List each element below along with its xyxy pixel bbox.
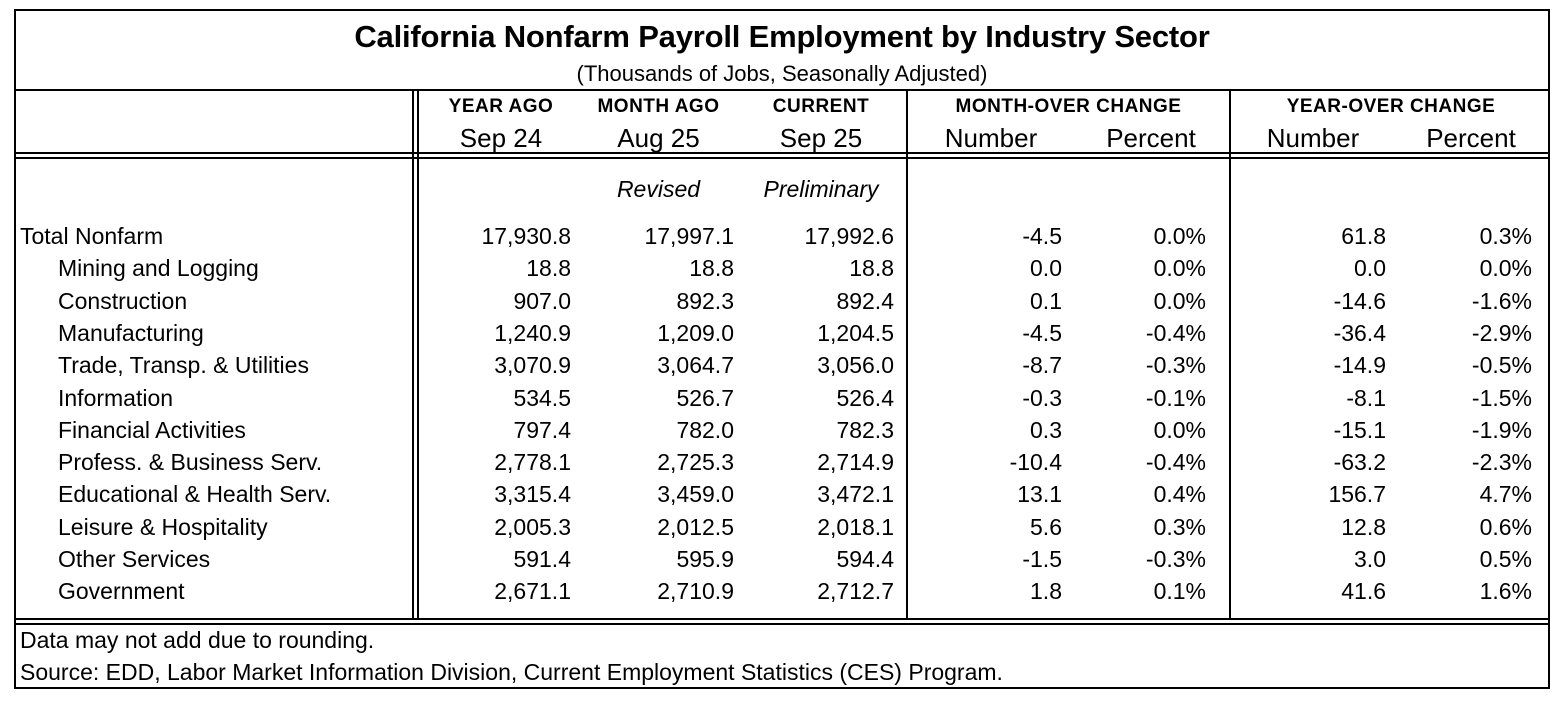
cell-current: 892.4 <box>836 287 894 314</box>
cell-yo-number: -15.1 <box>1333 416 1386 443</box>
row-label: Financial Activities <box>58 416 246 443</box>
cell-current: 594.4 <box>836 546 894 572</box>
employment-table <box>14 9 1550 689</box>
cell-yo-number: 156.7 <box>1328 481 1386 508</box>
cell-year-ago: 534.5 <box>513 384 571 411</box>
cell-yo-number: -63.2 <box>1333 449 1386 476</box>
cell-mo-percent: -0.1% <box>1145 384 1206 411</box>
cell-yo-percent: -1.6% <box>1471 287 1532 314</box>
cell-yo-percent: -1.9% <box>1471 416 1532 443</box>
cell-current: 2,712.7 <box>817 578 894 605</box>
table-row <box>16 255 1548 287</box>
table-row <box>16 449 1548 481</box>
cell-yo-percent: 0.3% <box>1479 223 1532 249</box>
header-mo-number: Number <box>944 123 1038 153</box>
cell-month-ago: 3,064.7 <box>657 352 734 379</box>
cell-mo-percent: 0.0% <box>1153 287 1206 314</box>
row-label: Construction <box>58 287 188 314</box>
cell-yo-percent: -2.9% <box>1471 319 1532 346</box>
cell-yo-number: -8.1 <box>1346 384 1386 411</box>
header-year-over-change: YEAR-OVER CHANGE <box>1286 96 1496 117</box>
header-month-ago: MONTH AGO <box>597 96 720 117</box>
cell-mo-number: -4.5 <box>1022 319 1062 346</box>
header-month-over-change: MONTH-OVER CHANGE <box>955 96 1182 117</box>
cell-yo-percent: 0.0% <box>1479 255 1532 282</box>
table-row <box>16 481 1548 513</box>
note-revised: Revised <box>616 176 701 202</box>
cell-current: 3,472.1 <box>817 481 894 508</box>
table-row <box>16 417 1548 449</box>
row-label: Leisure & Hospitality <box>58 513 268 540</box>
table-row <box>16 320 1548 352</box>
cell-year-ago: 2,671.1 <box>494 578 571 605</box>
cell-mo-percent: -0.4% <box>1145 449 1206 476</box>
cell-yo-number: -14.6 <box>1333 287 1386 314</box>
header-current: CURRENT <box>772 96 870 117</box>
table-subtitle: (Thousands of Jobs, Seasonally Adjusted) <box>576 61 988 86</box>
header-year-ago: YEAR AGO <box>448 96 554 117</box>
table-row <box>16 578 1548 610</box>
row-label: Total Nonfarm <box>20 223 164 249</box>
header-yo-number: Number <box>1266 123 1360 153</box>
table-row <box>16 352 1548 384</box>
row-label: Government <box>58 578 185 605</box>
cell-yo-number: 12.8 <box>1341 513 1386 540</box>
cell-current: 526.4 <box>836 384 894 411</box>
footer-source: Source: EDD, Labor Market Information Division, Current Employment Statistics (CES) Program. <box>20 659 1003 685</box>
cell-month-ago: 782.0 <box>676 416 734 443</box>
cell-mo-percent: -0.3% <box>1145 352 1206 379</box>
cell-mo-number: -4.5 <box>1022 223 1062 249</box>
cell-month-ago: 2,710.9 <box>657 578 734 605</box>
cell-current: 782.3 <box>836 416 894 443</box>
cell-yo-percent: 1.6% <box>1479 578 1532 605</box>
row-label: Mining and Logging <box>58 255 259 282</box>
cell-mo-number: -8.7 <box>1022 352 1062 379</box>
cell-yo-number: -14.9 <box>1333 352 1386 379</box>
cell-mo-number: -1.5 <box>1022 546 1062 572</box>
cell-yo-percent: -0.5% <box>1471 352 1532 379</box>
header-month-ago-date: Aug 25 <box>617 123 700 153</box>
cell-yo-number: 61.8 <box>1341 223 1386 249</box>
cell-year-ago: 797.4 <box>513 416 571 443</box>
cell-year-ago: 3,070.9 <box>494 352 571 379</box>
cell-mo-percent: 0.0% <box>1153 416 1206 443</box>
rule-under-title <box>16 89 1548 91</box>
cell-mo-number: 0.3 <box>1030 416 1062 443</box>
header-current-date: Sep 25 <box>779 123 863 153</box>
row-label: Trade, Transp. & Utilities <box>58 352 309 379</box>
cell-month-ago: 595.9 <box>676 546 734 572</box>
cell-year-ago: 591.4 <box>513 546 571 572</box>
rule-above-footer <box>16 618 1548 625</box>
cell-yo-number: 3.0 <box>1354 546 1386 572</box>
table-title: California Nonfarm Payroll Employment by Industry Sector <box>354 19 1210 54</box>
cell-mo-percent: 0.4% <box>1153 481 1206 508</box>
cell-month-ago: 892.3 <box>676 287 734 314</box>
cell-current: 1,204.5 <box>817 319 894 346</box>
cell-yo-percent: -2.3% <box>1471 449 1532 476</box>
cell-month-ago: 2,725.3 <box>657 449 734 476</box>
cell-year-ago: 2,005.3 <box>494 513 571 540</box>
table-row <box>16 223 1548 255</box>
footer-rounding-note: Data may not add due to rounding. <box>20 627 375 653</box>
cell-yo-number: 0.0 <box>1354 255 1386 282</box>
row-label: Information <box>58 384 174 411</box>
table-row <box>16 514 1548 546</box>
cell-mo-number: 1.8 <box>1030 578 1062 605</box>
note-preliminary: Preliminary <box>763 176 879 202</box>
cell-current: 17,992.6 <box>804 223 894 249</box>
cell-year-ago: 2,778.1 <box>494 449 571 476</box>
cell-month-ago: 526.7 <box>676 384 734 411</box>
cell-mo-number: 0.0 <box>1030 255 1062 282</box>
cell-mo-percent: -0.4% <box>1145 319 1206 346</box>
cell-mo-percent: 0.0% <box>1153 223 1206 249</box>
cell-year-ago: 907.0 <box>513 287 571 314</box>
cell-mo-number: -10.4 <box>1009 449 1062 476</box>
cell-mo-percent: 0.1% <box>1153 578 1206 605</box>
cell-current: 18.8 <box>849 255 894 282</box>
row-label: Profess. & Business Serv. <box>58 449 323 476</box>
cell-yo-percent: 0.6% <box>1479 513 1532 540</box>
cell-year-ago: 17,930.8 <box>481 223 571 249</box>
cell-yo-percent: 4.7% <box>1479 481 1532 508</box>
cell-mo-number: 5.6 <box>1030 513 1062 540</box>
cell-month-ago: 1,209.0 <box>657 319 734 346</box>
table-row <box>16 385 1548 417</box>
header-year-ago-date: Sep 24 <box>459 123 543 153</box>
cell-month-ago: 3,459.0 <box>657 481 734 508</box>
cell-yo-percent: -1.5% <box>1471 384 1532 411</box>
cell-mo-percent: 0.0% <box>1153 255 1206 282</box>
row-label: Other Services <box>58 546 211 572</box>
cell-current: 3,056.0 <box>817 352 894 379</box>
cell-current: 2,714.9 <box>817 449 894 476</box>
table-row <box>16 546 1548 578</box>
cell-year-ago: 18.8 <box>526 255 571 282</box>
header-mo-percent: Percent <box>1106 123 1196 153</box>
cell-yo-percent: 0.5% <box>1479 546 1532 572</box>
table-row <box>16 288 1548 320</box>
row-label: Manufacturing <box>58 319 204 346</box>
cell-yo-number: -36.4 <box>1333 319 1386 346</box>
cell-month-ago: 18.8 <box>689 255 734 282</box>
row-label: Educational & Health Serv. <box>58 481 332 508</box>
header-yo-percent: Percent <box>1426 123 1516 153</box>
cell-mo-percent: 0.3% <box>1153 513 1206 540</box>
cell-month-ago: 17,997.1 <box>644 223 734 249</box>
cell-mo-number: 0.1 <box>1030 287 1062 314</box>
cell-mo-number: -0.3 <box>1022 384 1062 411</box>
cell-year-ago: 1,240.9 <box>494 319 571 346</box>
cell-current: 2,018.1 <box>817 513 894 540</box>
cell-year-ago: 3,315.4 <box>494 481 571 508</box>
cell-mo-percent: -0.3% <box>1145 546 1206 572</box>
cell-month-ago: 2,012.5 <box>657 513 734 540</box>
cell-yo-number: 41.6 <box>1341 578 1386 605</box>
cell-mo-number: 13.1 <box>1017 481 1062 508</box>
